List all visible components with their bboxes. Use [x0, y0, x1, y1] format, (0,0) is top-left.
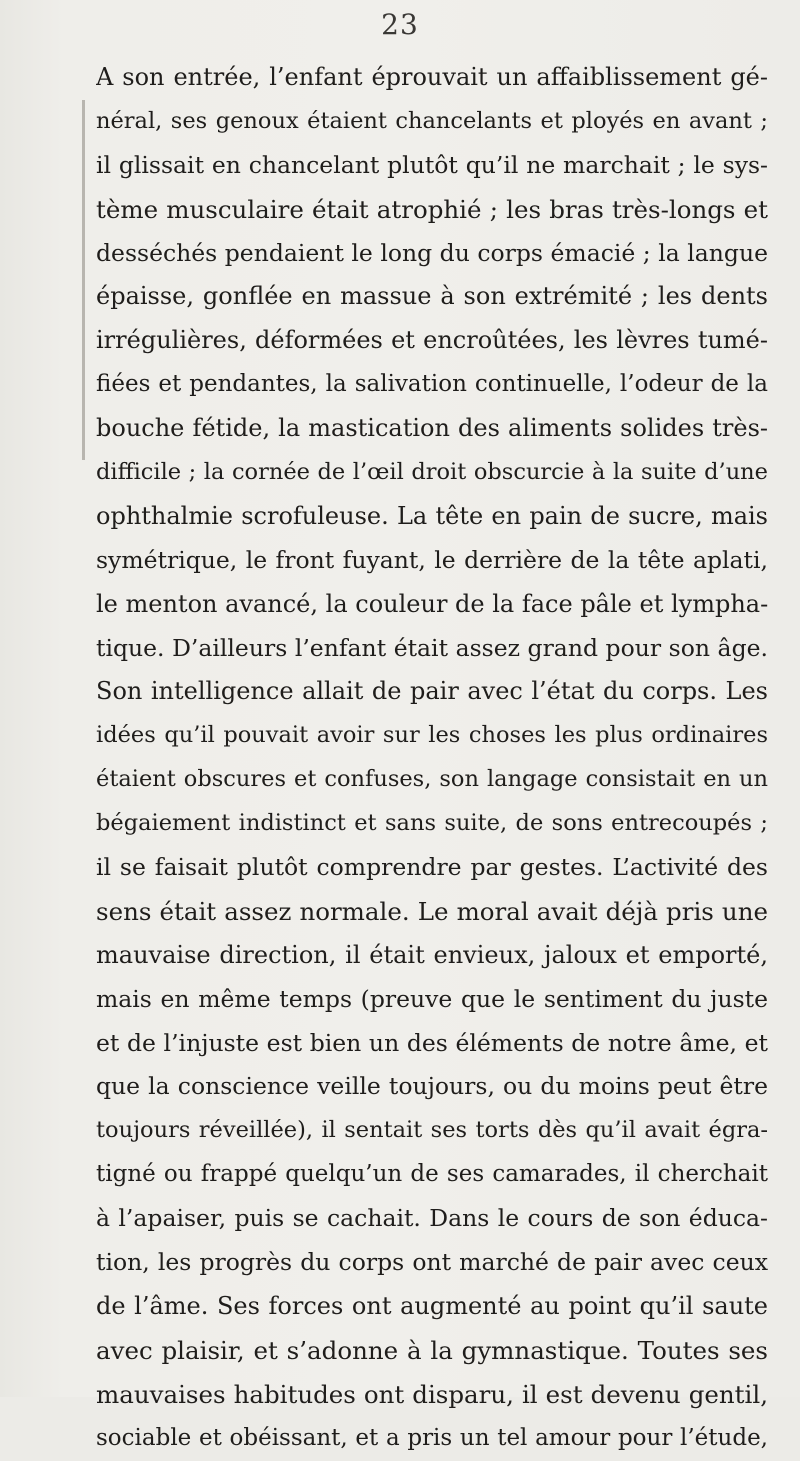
text-line: Son intelligence allait de pair avec l’état du corps. Les [96, 677, 768, 706]
text-line: tigné ou frappé quelqu’un de ses camarades, il cherchait [96, 1161, 768, 1188]
text-line: néral, ses genoux étaient chancelants et ployés en avant ; [96, 107, 768, 134]
text-line: il se faisait plutôt comprendre par gestes. L’activité des [96, 853, 768, 882]
text-line: étaient obscures et confuses, son langage consistait en un [96, 766, 768, 793]
margin-shadow-mark [82, 100, 85, 460]
text-line: A son entrée, l’enfant éprouvait un affaiblissement gé- [96, 63, 768, 91]
page-number: 23 [381, 8, 419, 41]
text-line: mauvaises habitudes ont disparu, il est devenu gentil, [96, 1379, 768, 1409]
text-line: bouche fétide, la mastication des aliments solides très- [96, 414, 768, 443]
text-line: symétrique, le front fuyant, le derrière de la tête aplati, [96, 545, 768, 574]
text-line: et de l’injuste est bien un des éléments de notre âme, et [96, 1028, 768, 1057]
text-line: tème musculaire était atrophié ; les bras très-longs et [96, 194, 768, 224]
text-line: avec plaisir, et s’adonne à la gymnastique. Toutes ses [96, 1335, 768, 1365]
text-line: il glissait en chancelant plutôt qu’il ne marchait ; le sys- [96, 150, 768, 179]
text-line: tique. D’ailleurs l’enfant était assez grand pour son âge. [96, 633, 768, 662]
text-line: desséchés pendaient le long du corps émacié ; la langue [96, 238, 768, 267]
text-line: sens était assez normale. Le moral avait déjà pris une [96, 896, 768, 926]
text-line: difficile ; la cornée de l’œil droit obscurcie à la suite d’une [96, 459, 768, 486]
text-line: tion, les progrès du corps ont marché de pair avec ceux [96, 1248, 768, 1277]
text-line: idées qu’il pouvait avoir sur les choses les plus ordinaires [96, 722, 768, 749]
text-line: mauvaise direction, il était envieux, jaloux et emporté, [96, 940, 768, 969]
text-line: que la conscience veille toujours, ou du moins peut être [96, 1072, 768, 1101]
text-line: sociable et obéissant, et a pris un tel amour pour l’étude, [96, 1424, 768, 1451]
text-line: fiées et pendantes, la salivation continuelle, l’odeur de la [96, 371, 768, 398]
text-line: de l’âme. Ses forces ont augmenté au point qu’il saute [96, 1291, 768, 1320]
text-line: toujours réveillée), il sentait ses torts dès qu’il avait égra- [96, 1117, 768, 1144]
text-line: mais en même temps (preuve que le sentiment du juste [96, 984, 768, 1013]
text-line: irrégulières, déformées et encroûtées, les lèvres tumé- [96, 326, 768, 355]
text-line: le menton avancé, la couleur de la face pâle et lympha- [96, 589, 768, 618]
text-line: épaisse, gonflée en massue à son extrémité ; les dents [96, 282, 768, 311]
text-line: ophthalmie scrofuleuse. La tête en pain de sucre, mais [96, 501, 768, 530]
text-line: bégaiement indistinct et sans suite, de sons entrecoupés ; [96, 810, 768, 837]
body-text [96, 56, 768, 1461]
text-line: à l’apaiser, puis se cachait. Dans le cours de son éduca- [96, 1204, 768, 1233]
